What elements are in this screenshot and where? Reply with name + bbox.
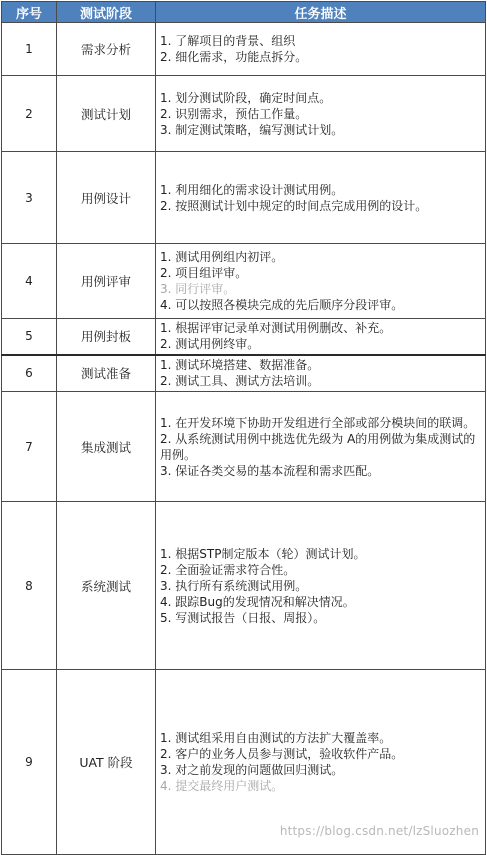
desc-item: 3. 对之前发现的问题做回归测试。 [160, 763, 344, 777]
desc-item: 5. 写测试报告（日报、周报）。 [160, 610, 326, 625]
table-row [2, 23, 486, 76]
row-desc [156, 319, 486, 355]
watermark-url: https://blog.csdn.net/lzSluozhen [279, 824, 479, 838]
test-process-table [1, 1, 486, 855]
row-no: 8 [2, 502, 57, 670]
desc-item: 1. 根据评审记录单对测试用例删改、补充。 [160, 321, 392, 336]
desc-item: 2. 测试工具、测试方法培训。 [160, 374, 320, 389]
row-stage: 需求分析 [57, 23, 156, 76]
table-header-row [2, 2, 486, 23]
desc-item: 4. 可以按照各模块完成的先后顺序分段评审。 [160, 298, 404, 312]
desc-item: 2. 客户的业务人员参与测试，验收软件产品。 [160, 747, 404, 761]
desc-item: 1. 根据STP制定版本（轮）测试计划。 [160, 546, 366, 561]
desc-item: 1. 测试环境搭建、数据准备。 [160, 358, 320, 373]
desc-item: 2. 项目组评审。 [160, 266, 248, 280]
desc-item: 2. 测试用例终审。 [160, 337, 260, 352]
row-desc [156, 244, 486, 319]
table-row [2, 76, 486, 152]
row-desc [156, 152, 486, 244]
row-desc [156, 76, 486, 152]
header-stage: 测试阶段 [57, 2, 156, 23]
row-no: 9 [2, 670, 57, 855]
row-no: 6 [2, 355, 57, 392]
desc-item: 1. 利用细化的需求设计测试用例。 [160, 182, 344, 197]
desc-item: 2. 按照测试计划中规定的时间点完成用例的设计。 [160, 198, 428, 213]
desc-item: 3. 执行所有系统测试用例。 [160, 578, 308, 593]
row-stage: 用例封板 [57, 319, 156, 355]
row-no: 4 [2, 244, 57, 319]
desc-item: 2. 全面验证需求符合性。 [160, 562, 296, 577]
desc-item: 3. 同行评审。 [160, 282, 236, 296]
row-stage: 测试准备 [57, 355, 156, 392]
row-stage: 用例设计 [57, 152, 156, 244]
row-desc [156, 355, 486, 392]
table-row [2, 152, 486, 244]
row-no: 3 [2, 152, 57, 244]
desc-item: 3. 保证各类交易的基本流程和需求匹配。 [160, 463, 380, 478]
table-row [2, 392, 486, 502]
desc-item: 2. 识别需求，预估工作量。 [160, 106, 308, 121]
table-row [2, 319, 486, 355]
desc-item: 3. 制定测试策略，编写测试计划。 [160, 122, 344, 137]
row-stage: 集成测试 [57, 392, 156, 502]
row-desc [156, 392, 486, 502]
header-no: 序号 [2, 2, 57, 23]
row-desc [156, 23, 486, 76]
row-no: 5 [2, 319, 57, 355]
desc-item: 1. 划分测试阶段，确定时间点。 [160, 90, 332, 105]
desc-item: 1. 测试用例组内初评。 [160, 250, 284, 264]
desc-item: 2. 从系统测试用例中挑选优先级为 A的用例做为集成测试的用例。 [160, 431, 476, 462]
desc-item: 2. 细化需求，功能点拆分。 [160, 50, 308, 64]
desc-item: 1. 在开发环境下协助开发组进行全部或部分模块间的联调。 [160, 415, 476, 430]
table-row [2, 502, 486, 670]
header-desc: 任务描述 [156, 2, 486, 23]
row-desc [156, 502, 486, 670]
row-no: 7 [2, 392, 57, 502]
row-no: 2 [2, 76, 57, 152]
row-stage: 测试计划 [57, 76, 156, 152]
row-no: 1 [2, 23, 57, 76]
desc-item: 1. 了解项目的背景、组织 [160, 34, 296, 48]
row-stage: 系统测试 [57, 502, 156, 670]
table-row [2, 355, 486, 392]
desc-item: 4. 提交最终用户测试。 [160, 779, 284, 793]
desc-item: 4. 跟踪Bug的发现情况和解决情况。 [160, 594, 355, 609]
row-stage: 用例评审 [57, 244, 156, 319]
row-stage: UAT 阶段 [57, 670, 156, 855]
table-row [2, 244, 486, 319]
desc-item: 1. 测试组采用自由测试的方法扩大覆盖率。 [160, 731, 392, 745]
